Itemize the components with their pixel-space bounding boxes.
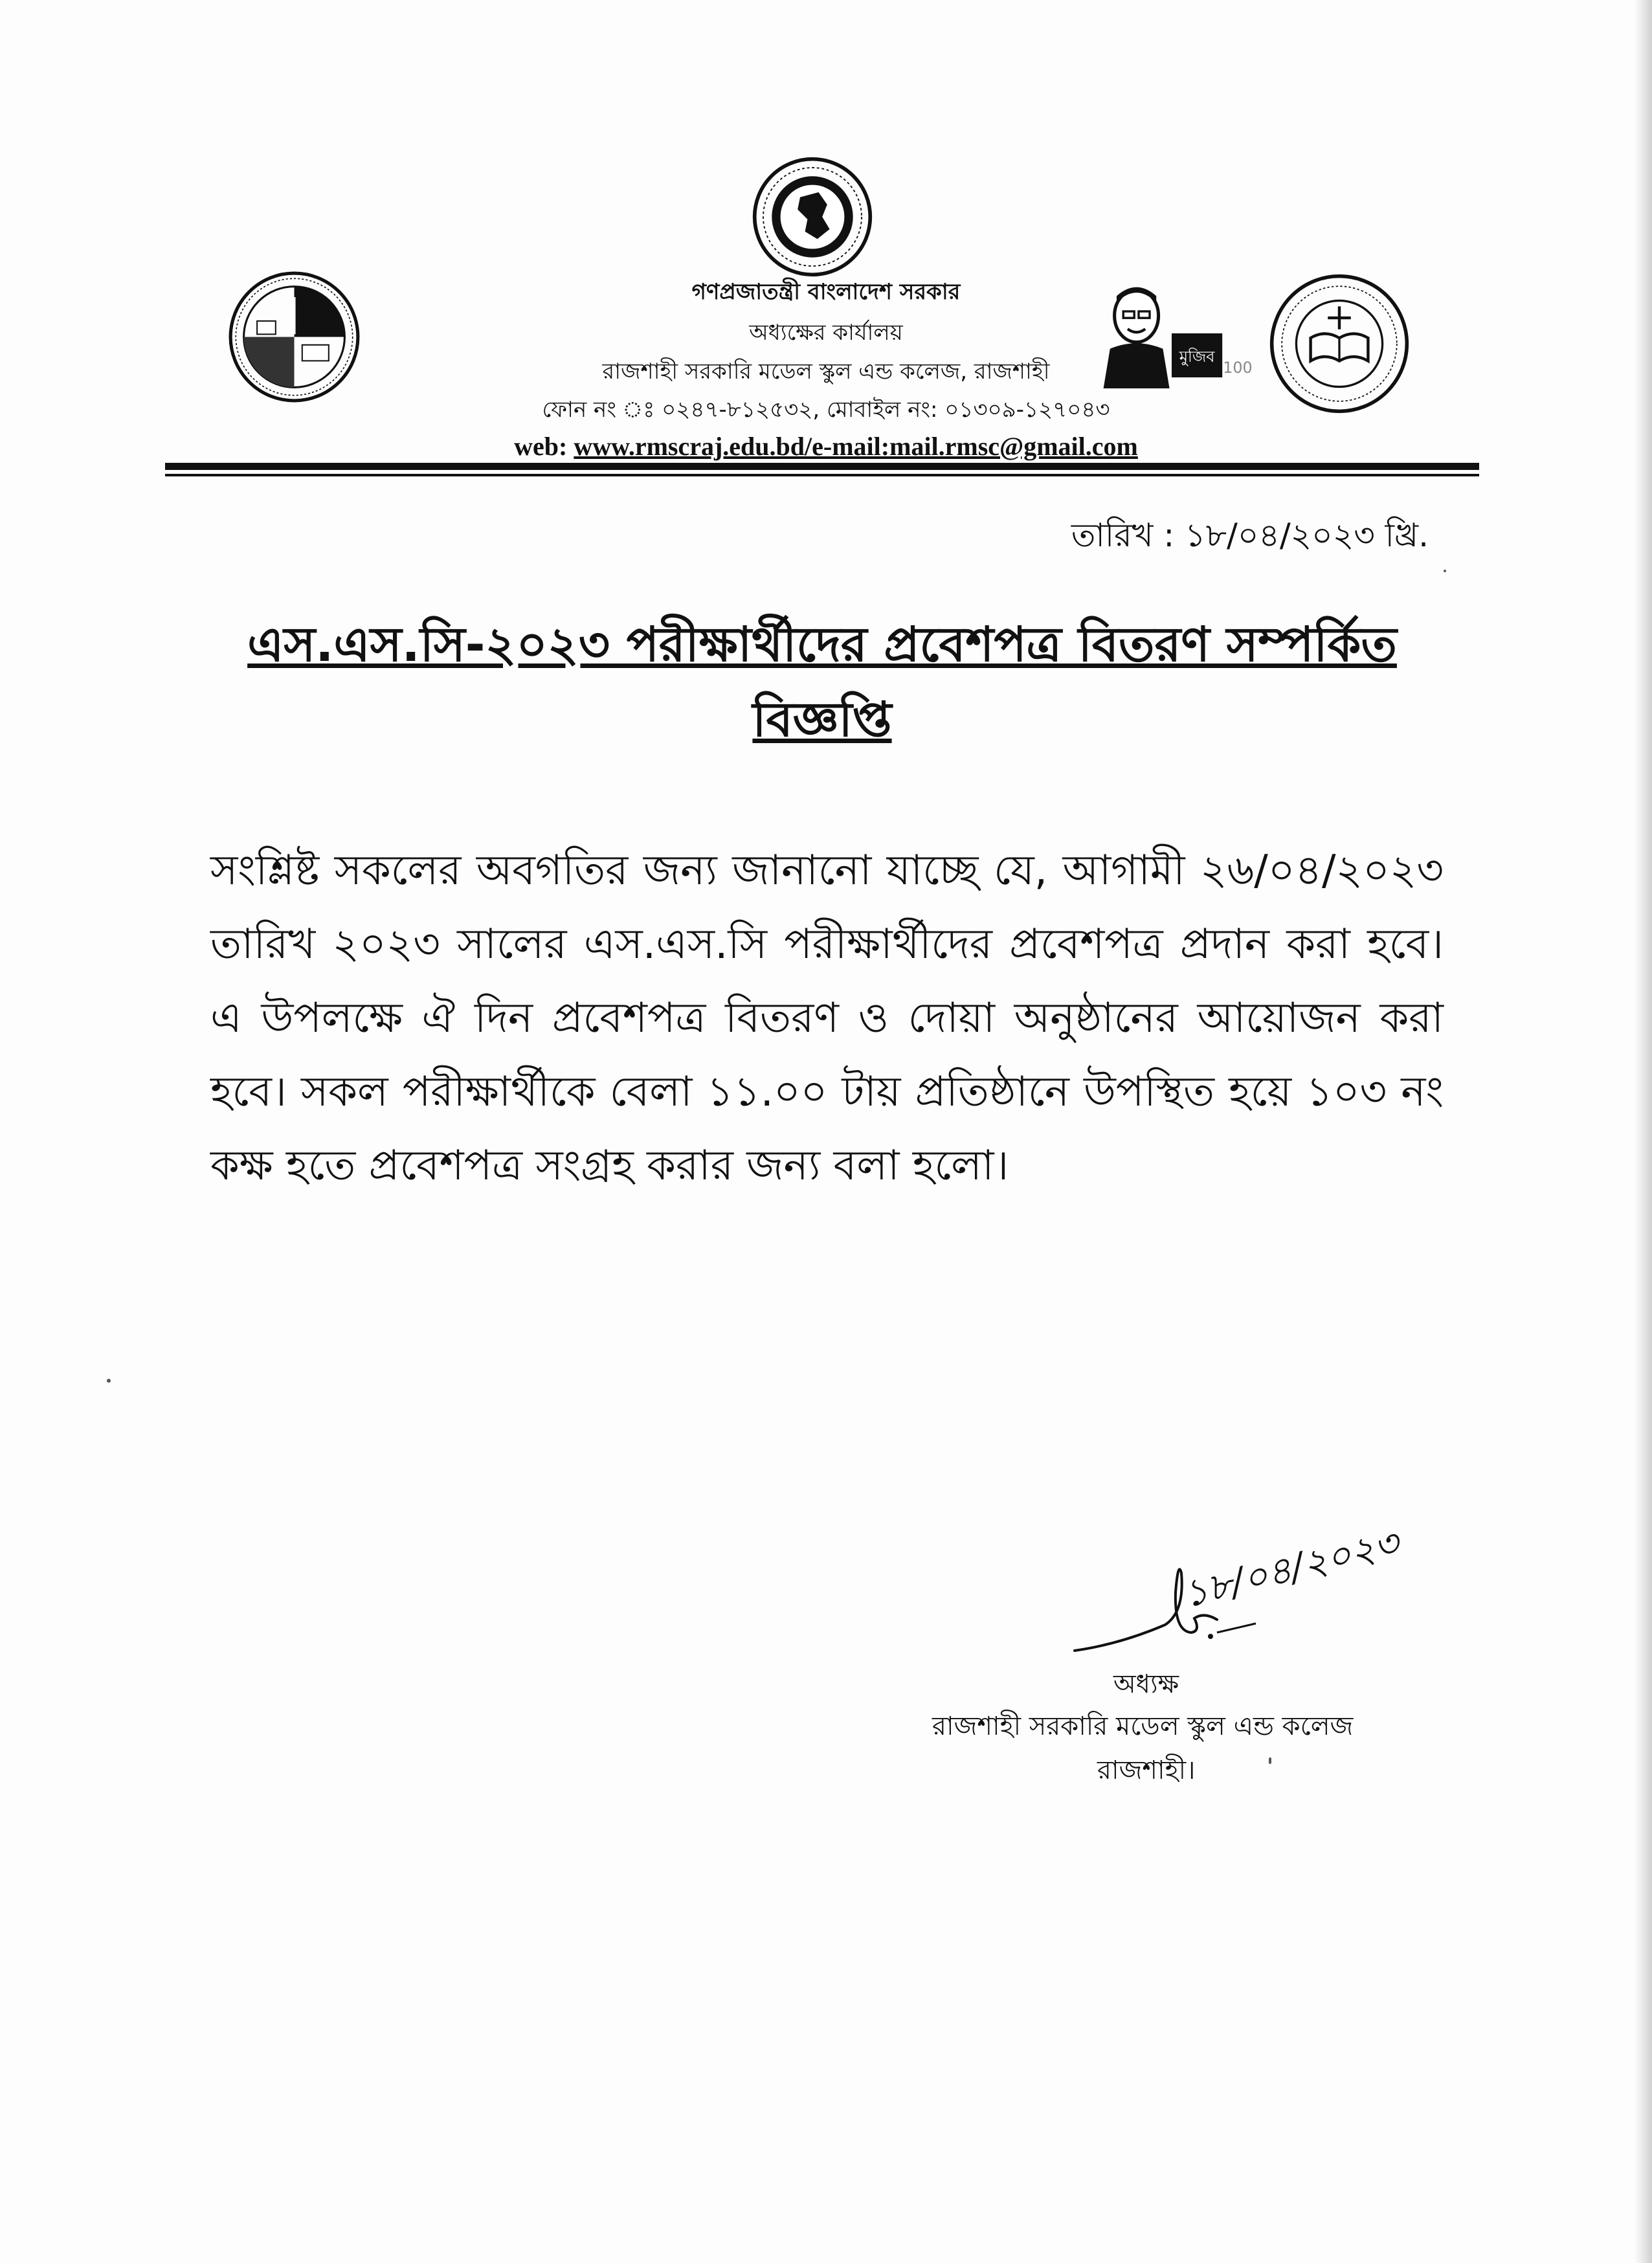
notice-body: সংশ্লিষ্ট সকলের অবগতির জন্য জানানো যাচ্ছে যে, আগামী ২৬/০৪/২০২৩ তারিখ ২০২৩ সালের এস.এস.সি পরীক্ষার্থীদের প্রবেশপত্র প্রদান করা হবে। এ উপলক্ষে ঐ দিন প্রবেশপত্র বিতরণ ও দোয়া অনুষ্ঠানের আয়োজন করা হবে। সকল পরীক্ষার্থীকে বেলা ১১.০০ টায় প্রতিষ্ঠানে উপস্থিত হয়ে ১০৩ নং কক্ষ হতে প্রবেশপত্র সংগ্রহ করার জন্য বলা হলো। bbox=[210, 847, 1444, 1190]
notice-title: এস.এস.সি-২০২৩ পরীক্ষার্থীদের প্রবেশপত্র বিতরণ সম্পর্কিত bbox=[247, 617, 1397, 673]
web-line bbox=[0, 431, 1652, 462]
signature-date: ১৮/০৪/২০২৩ bbox=[1178, 1520, 1403, 1617]
scan-speck bbox=[1444, 570, 1446, 572]
scan-speck bbox=[107, 1379, 111, 1383]
signatory-designation: অধ্যক্ষ bbox=[1113, 1669, 1179, 1699]
notice-date: তারিখ : ১৮/০৪/২০২৩ খ্রি. bbox=[1071, 517, 1429, 554]
phone-line: ফোন নং ঃ ০২৪৭-৮১২৫৩২, মোবাইল নং: ০১৩০৯-১২৭০৪৩ bbox=[542, 397, 1110, 423]
header-rule-thin bbox=[165, 474, 1479, 476]
office-heading: অধ্যক্ষের কার্যালয় bbox=[749, 320, 903, 346]
institution-heading: রাজশাহী সরকারি মডেল স্কুল এন্ড কলেজ, রাজশাহী bbox=[602, 359, 1050, 385]
scan-speck bbox=[1269, 1757, 1271, 1764]
header-rule bbox=[165, 463, 1479, 470]
notice-subtitle: বিজ্ঞপ্তি bbox=[752, 692, 892, 748]
svg-text:মুজিব: মুজিব bbox=[1179, 348, 1215, 366]
signatory-institution: রাজশাহী সরকারি মডেল স্কুল এন্ড কলেজ bbox=[932, 1711, 1354, 1741]
web-link[interactable]: www.rmscraj.edu.bd/e-mail:mail.rmsc@gmail.com bbox=[574, 432, 1138, 461]
web-label: web: bbox=[514, 432, 568, 461]
government-heading: গণপ্রজাতন্ত্রী বাংলাদেশ সরকার bbox=[691, 279, 961, 305]
svg-text:100: 100 bbox=[1223, 359, 1253, 377]
signatory-city: রাজশাহী। bbox=[1097, 1756, 1196, 1785]
government-seal-icon bbox=[751, 155, 874, 278]
